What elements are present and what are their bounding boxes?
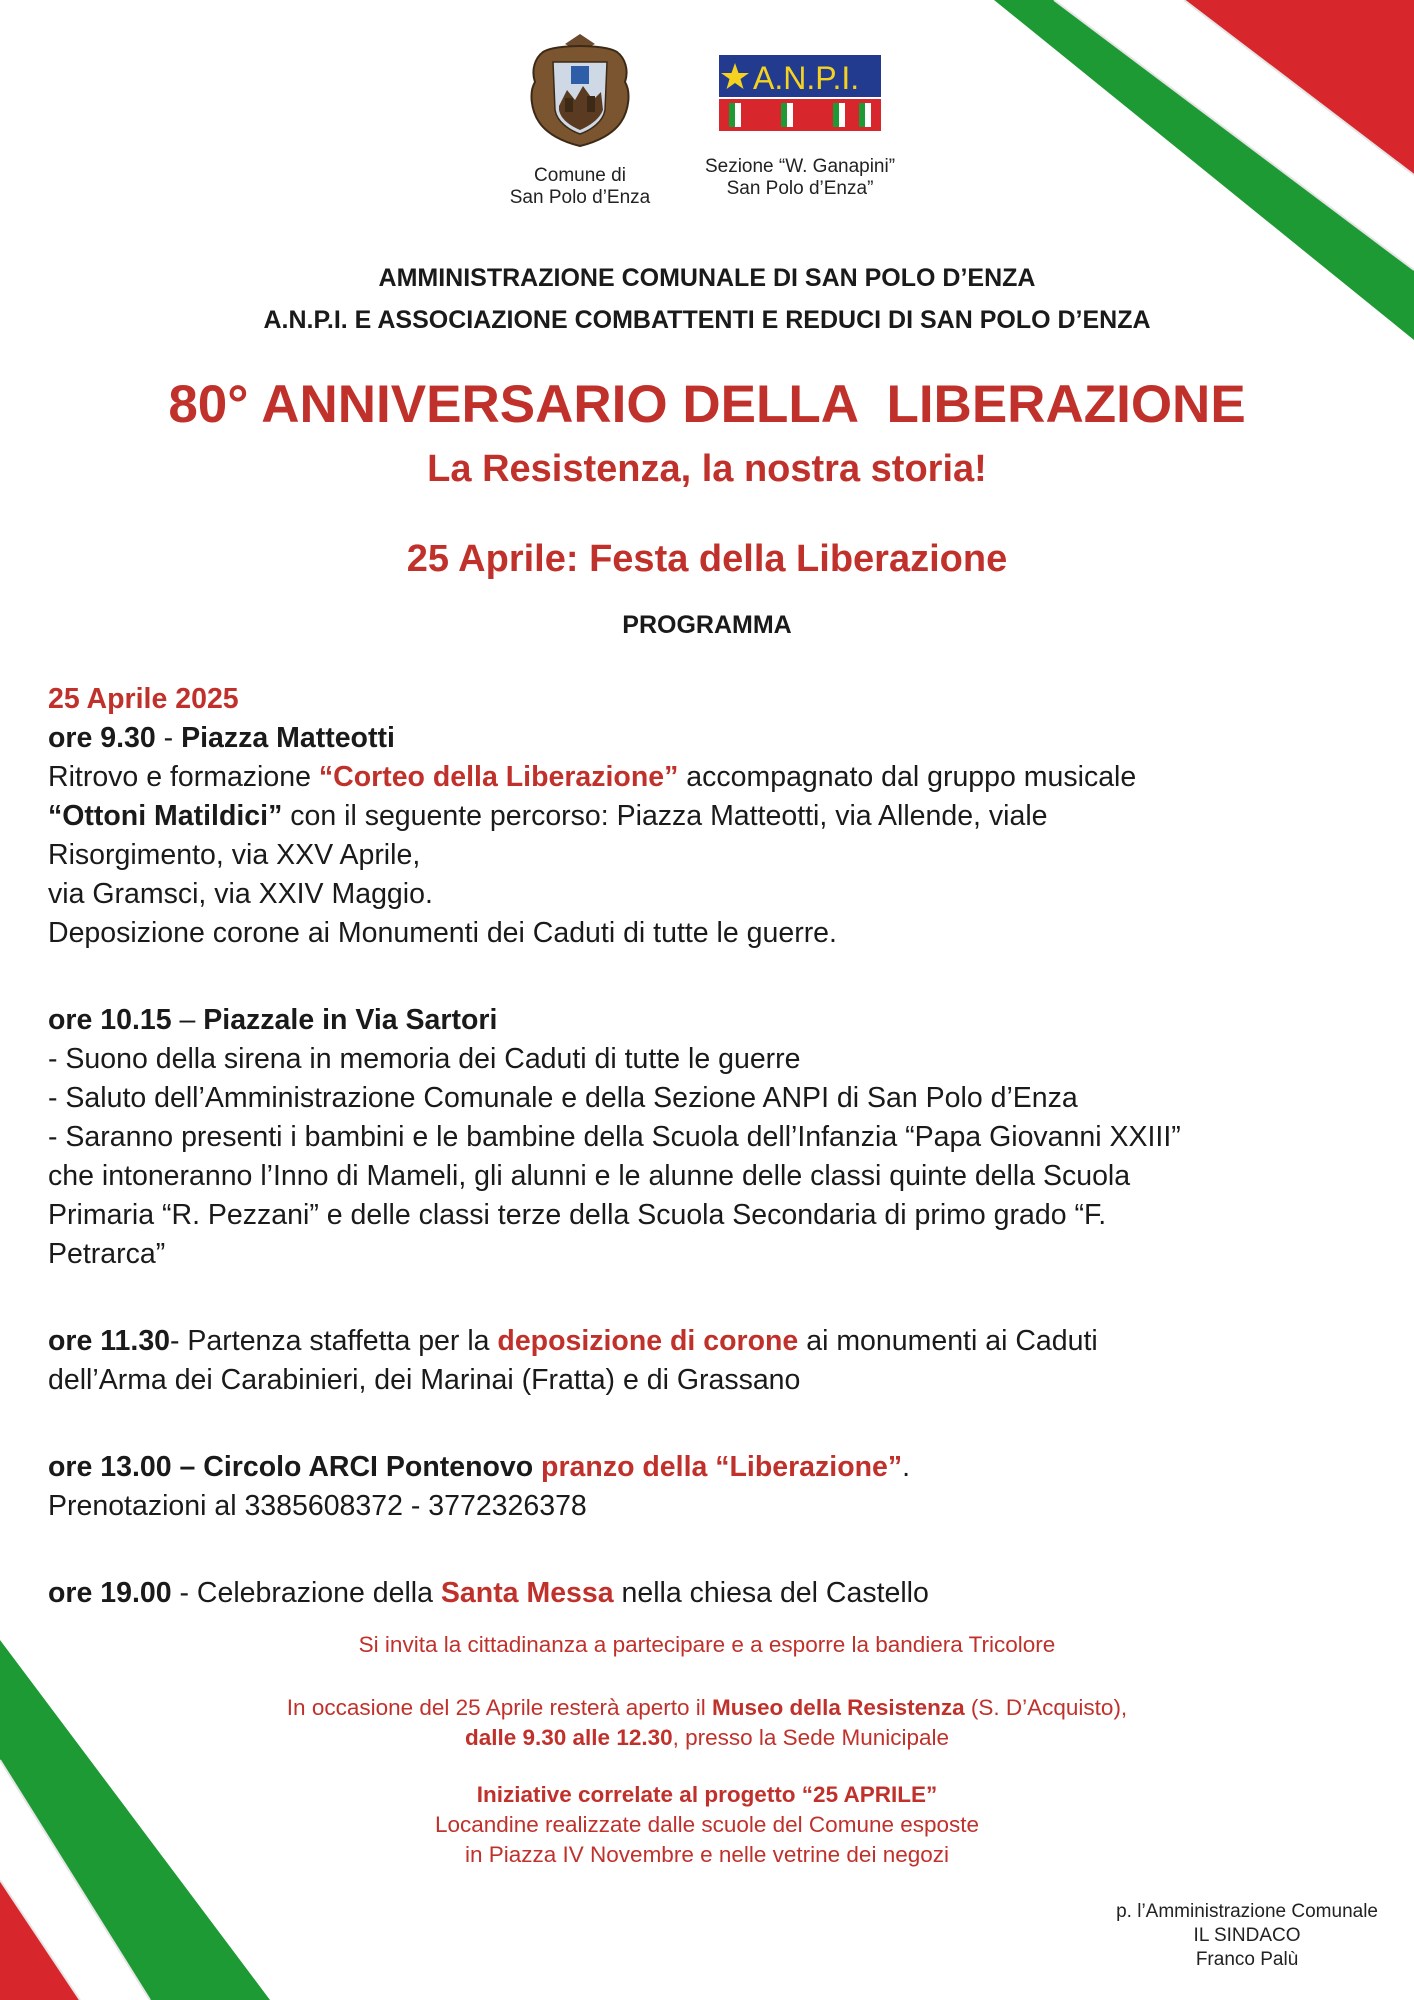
anpi-caption-line1: Sezione “W. Ganapini” bbox=[704, 156, 896, 177]
event-1015-item-3c: Primaria “R. Pezzani” e delle classi terze della Scuola Secondaria di primo grado “F. bbox=[48, 1199, 1107, 1231]
main-title: 80° ANNIVERSARIO DELLA LIBERAZIONE bbox=[168, 375, 1246, 434]
signature-block bbox=[1116, 1900, 1378, 1972]
museo-hours: dalle 9.30 alle 12.30 bbox=[464, 1725, 673, 1750]
comune-caption-line2: San Polo d’Enza bbox=[509, 187, 651, 208]
comune-caption-line1: Comune di bbox=[534, 165, 626, 186]
program-date: 25 Aprile 2025 bbox=[48, 683, 239, 715]
event-0930-desc-1: Ritrovo e formazione “Corteo della Liberazione” accompagnato dal gruppo musicale bbox=[48, 761, 1137, 793]
comune-coat-of-arms-icon bbox=[525, 30, 635, 150]
organizer-line-1: AMMINISTRAZIONE COMUNALE DI SAN POLO D’ENZA bbox=[378, 264, 1036, 292]
event-1900-line: ore 19.00 - Celebrazione della Santa Messa nella chiesa del Castello bbox=[48, 1577, 929, 1609]
anpi-caption-line2: San Polo d’Enza” bbox=[726, 178, 874, 199]
festa-title: 25 Aprile: Festa della Liberazione bbox=[406, 538, 1008, 580]
programma-heading: PROGRAMMA bbox=[622, 611, 792, 639]
iniziative-line-2: in Piazza IV Novembre e nelle vetrine dei negozi bbox=[464, 1842, 949, 1867]
event-0930-desc-2: “Ottoni Matildici” con il seguente percorso: Piazza Matteotti, via Allende, viale bbox=[48, 800, 1048, 832]
event-1130-line-2: dell’Arma dei Carabinieri, dei Marinai (Fratta) e di Grassano bbox=[48, 1364, 801, 1396]
iniziative-note bbox=[0, 1780, 1414, 1870]
signature-line-3: Franco Palù bbox=[1195, 1949, 1299, 1970]
event-1015-heading: ore 10.15 – Piazzale in Via Sartori bbox=[48, 1004, 498, 1036]
messa-highlight: Santa Messa bbox=[440, 1577, 614, 1609]
corone-highlight: deposizione di corone bbox=[497, 1325, 799, 1357]
event-1015-item-1: - Suono della sirena in memoria dei Caduti di tutte le guerre bbox=[48, 1043, 801, 1075]
invite-note: Si invita la cittadinanza a partecipare e a esporre la bandiera Tricolore bbox=[358, 1632, 1056, 1657]
event-0930-heading: ore 9.30 - Piazza Matteotti bbox=[48, 722, 395, 754]
event-1015-item-2: - Saluto dell’Amministrazione Comunale e della Sezione ANPI di San Polo d’Enza bbox=[48, 1082, 1078, 1114]
event-1015-item-3b: che intoneranno l’Inno di Mameli, gli alunni e le alunne delle classi quinte della Scuola bbox=[48, 1160, 1131, 1192]
iniziative-title: Iniziative correlate al progetto “25 APRILE” bbox=[476, 1782, 938, 1807]
organizer-line-2: A.N.P.I. E ASSOCIAZIONE COMBATTENTI E REDUCI DI SAN POLO D’ENZA bbox=[263, 306, 1151, 334]
event-1015-item-3d: Petrarca” bbox=[48, 1238, 166, 1270]
anpi-logo-block bbox=[680, 55, 920, 200]
event-place: Piazza Matteotti bbox=[181, 722, 395, 754]
program-content bbox=[48, 680, 1348, 1613]
event-1015-item-3: - Saranno presenti i bambini e le bambine della Scuola dell’Infanzia “Papa Giovanni XXIII” bbox=[48, 1121, 1181, 1153]
museo-name: Museo della Resistenza bbox=[712, 1695, 965, 1720]
corteo-highlight: “Corteo della Liberazione” bbox=[318, 761, 679, 793]
signature-line-2: IL SINDACO bbox=[1193, 1925, 1301, 1946]
iniziative-line-1: Locandine realizzate dalle scuole del Comune esposte bbox=[434, 1812, 980, 1837]
event-0930-desc-5: Deposizione corone ai Monumenti dei Caduti di tutte le guerre. bbox=[48, 917, 837, 949]
event-0930-desc-4: via Gramsci, via XXIV Maggio. bbox=[48, 878, 433, 910]
event-1130-line-1: ore 11.30- Partenza staffetta per la deposizione di corone ai monumenti ai Caduti bbox=[48, 1325, 1098, 1357]
band-name: “Ottoni Matildici” bbox=[48, 800, 283, 832]
event-1300-phone: Prenotazioni al 3385608372 - 3772326378 bbox=[48, 1490, 587, 1522]
comune-logo-block bbox=[480, 30, 680, 209]
subtitle: La Resistenza, la nostra storia! bbox=[427, 448, 987, 490]
event-time: ore 9.30 bbox=[48, 722, 156, 754]
pranzo-highlight: pranzo della “Liberazione” bbox=[533, 1451, 903, 1483]
event-0930-desc-3: Risorgimento, via XXV Aprile, bbox=[48, 839, 421, 871]
event-1300-line-1: ore 13.00 – Circolo ARCI Pontenovo pranzo della “Liberazione”. bbox=[48, 1451, 911, 1483]
anpi-logo-text: A.N.P.I. bbox=[753, 60, 860, 96]
organizers bbox=[0, 257, 1414, 341]
museo-note: In occasione del 25 Aprile resterà aperto il Museo della Resistenza (S. D’Acquisto), dalle 9.30 alle 12.30, presso la Sede Municipale bbox=[286, 1695, 1128, 1750]
signature-line-1: p. l’Amministrazione Comunale bbox=[1116, 1901, 1378, 1922]
anpi-logo bbox=[719, 55, 881, 133]
